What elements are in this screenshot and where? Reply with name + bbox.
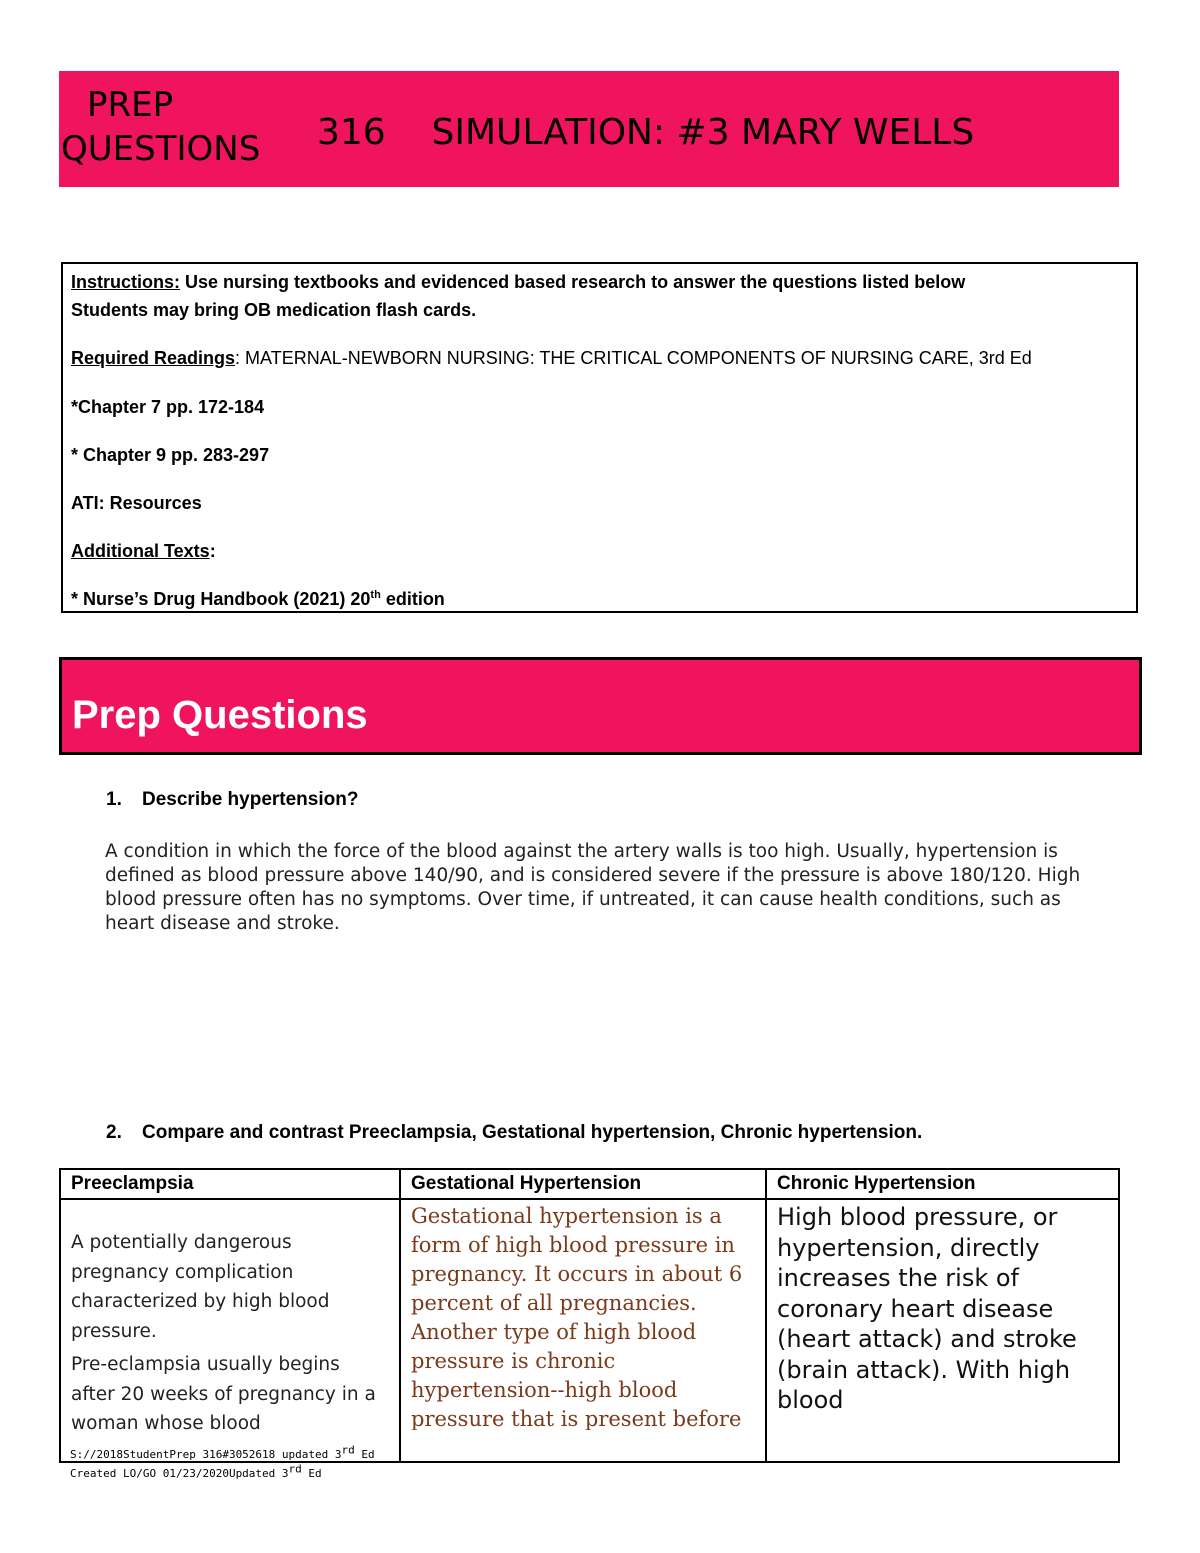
footer-line-2-text: Created LO/GO 01/23/2020Updated 3 [70, 1467, 289, 1480]
question-2-text: Compare and contrast Preeclampsia, Gestational hypertension, Chronic hypertension. [142, 1122, 923, 1143]
table-row [60, 1199, 1119, 1462]
chapter-9: * Chapter 9 pp. 283-297 [71, 445, 270, 465]
footer-line-1-sup: rd [341, 1443, 355, 1457]
question-1-number: 1. [106, 789, 122, 810]
required-readings-label: Required Readings [71, 348, 236, 368]
drug-handbook-end: edition [380, 589, 445, 609]
cell-chronic [766, 1199, 1119, 1462]
chapter-7: *Chapter 7 pp. 172-184 [71, 397, 265, 417]
preeclampsia-paragraph-2: Pre-eclampsia usually begins after 20 weeks of pregnancy in a woman whose blood [71, 1354, 376, 1433]
additional-texts [71, 539, 216, 563]
footer-line-2 [70, 1462, 322, 1481]
header-prep-line1: PREP [87, 85, 174, 125]
drug-handbook-sup: th [370, 589, 381, 601]
header-prep-line2: QUESTIONS [61, 129, 261, 169]
footer-line-2-end: Ed [301, 1467, 322, 1480]
footer-line-1-text: S://2018StudentPrep 316#3052618 updated 3 [70, 1448, 342, 1461]
header-banner [59, 71, 1119, 187]
instructions-text-2: Students may bring OB medication flash cards. [71, 300, 477, 320]
additional-texts-colon: : [209, 541, 216, 561]
question-2 [106, 1121, 1106, 1145]
header-preeclampsia: Preeclampsia [60, 1169, 400, 1199]
question-1-answer: A condition in which the force of the blood against the artery walls is too high. Usually, hypertension is defined as blood pressure above 140/90, and is considered severe if the pressure is above 180/120. High blood pressure often has no symptoms. Over time, if untreated, it can cause health conditions, such as heart disease and stroke. [105, 841, 1081, 934]
instructions-text-1: Use nursing textbooks and evidenced based research to answer the questions listed below [180, 272, 966, 292]
table-header-row [60, 1169, 1119, 1199]
cell-preeclampsia [60, 1199, 400, 1462]
question-1-text: Describe hypertension? [142, 789, 359, 810]
comparison-table [59, 1168, 1120, 1463]
question-1 [106, 788, 806, 812]
preeclampsia-paragraph-1: A potentially dangerous pregnancy complication characterized by high blood pressure. [71, 1232, 330, 1342]
instructions-box [61, 262, 1138, 613]
footer-line-1-end: Ed [354, 1448, 375, 1461]
header-prep-label [61, 83, 261, 171]
cell-gestational [400, 1199, 766, 1462]
chronic-text: High blood pressure, or hypertension, directly increases the risk of coronary heart disease (heart attack) and stroke (brain attack). With high blood [777, 1203, 1077, 1414]
instructions-line1 [71, 270, 965, 294]
footer-line-1 [70, 1443, 375, 1462]
gestational-text: Gestational hypertension is a form of high blood pressure in pregnancy. It occurs in about 6 percent of all pregnancies. Another type of high blood pressure is chronic hypertension--high blood pressure that is present before [411, 1204, 743, 1430]
instructions-label: Instructions: [71, 272, 181, 292]
header-title: 316 SIMULATION: #3 MARY WELLS [317, 112, 975, 153]
required-readings-text: : MATERNAL-NEWBORN NURSING: THE CRITICAL COMPONENTS OF NURSING CARE, 3rd Ed [235, 348, 1032, 368]
required-readings [71, 346, 1032, 370]
prep-questions-banner [59, 657, 1142, 755]
ati-resources: ATI: Resources [71, 493, 202, 513]
additional-texts-label: Additional Texts [71, 541, 210, 561]
prep-questions-title: Prep Questions [72, 693, 368, 737]
drug-handbook [71, 587, 445, 611]
question-2-number: 2. [106, 1122, 122, 1143]
header-gestational: Gestational Hypertension [400, 1169, 766, 1199]
footer-line-2-sup: rd [288, 1462, 302, 1476]
header-chronic: Chronic Hypertension [766, 1169, 1119, 1199]
drug-handbook-text: * Nurse’s Drug Handbook (2021) 20 [71, 589, 371, 609]
